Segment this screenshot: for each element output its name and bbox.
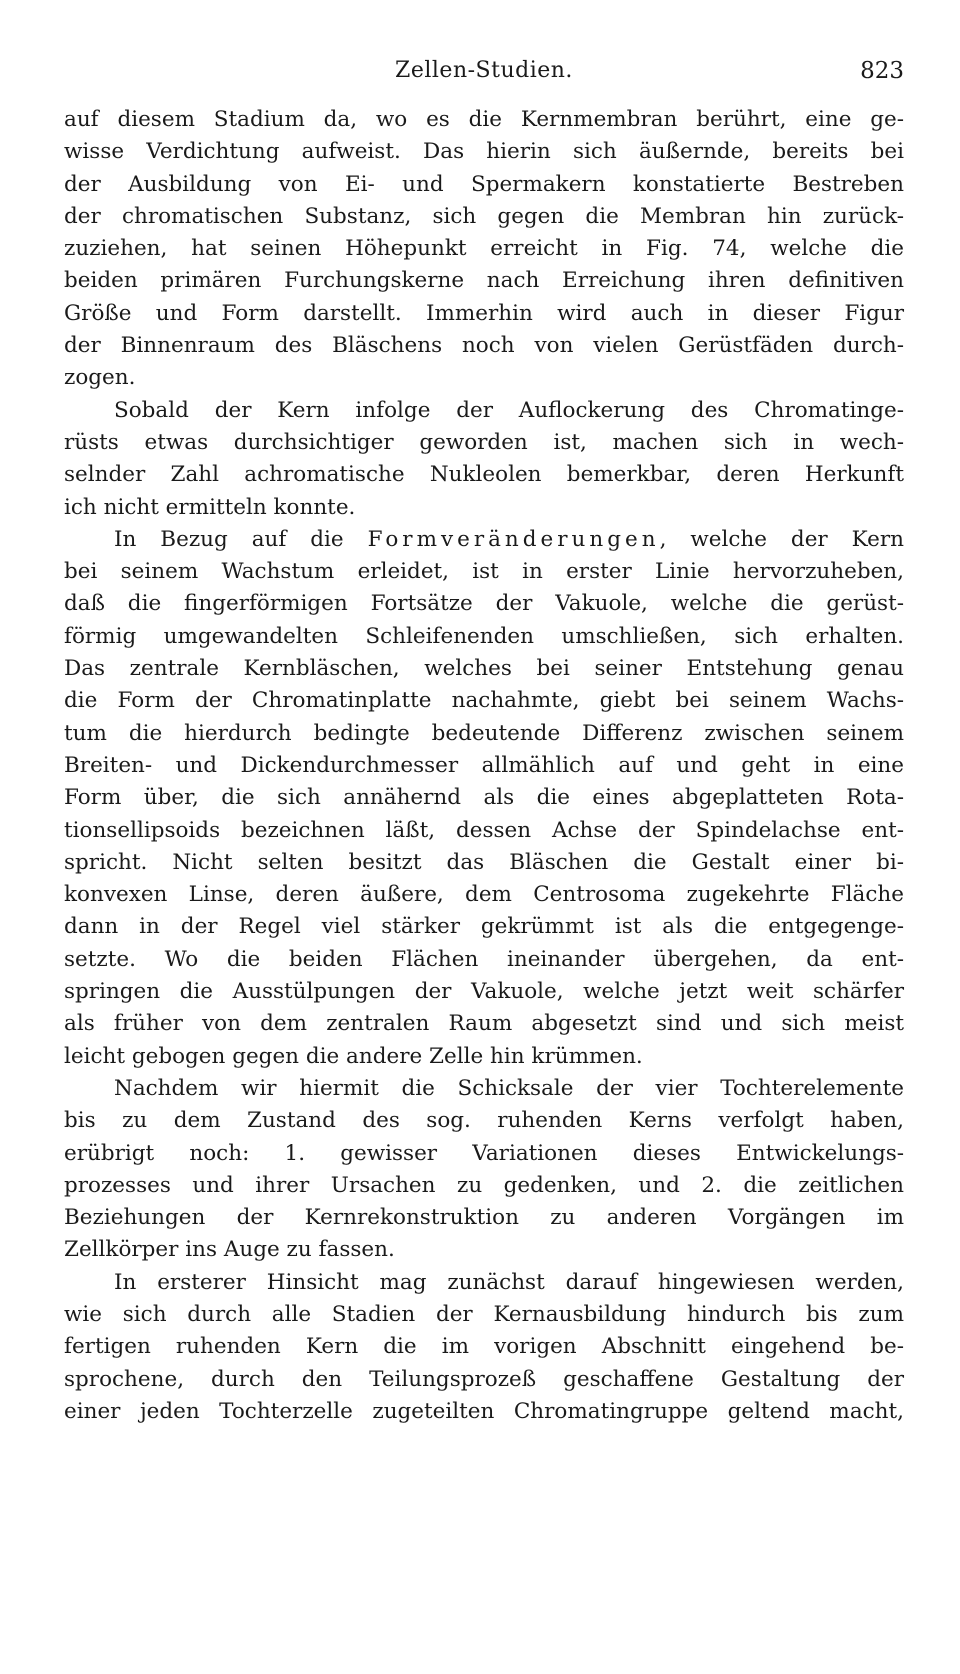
running-head [64, 58, 904, 94]
text-line: der chromatischen Substanz, sich gegen die Membran hin zurück- [64, 203, 904, 229]
text-line: bei seinem Wachstum erleidet, ist in erster Linie hervorzuheben, [64, 559, 904, 585]
running-title: Zellen-Studien. [395, 58, 573, 83]
text-line: beiden primären Furchungskerne nach Erreichung ihren definitiven [64, 268, 904, 294]
text-line: setzte. Wo die beiden Flächen ineinander übergehen, da ent- [64, 946, 904, 972]
paragraph-2 [64, 395, 904, 524]
text-line: leicht gebogen gegen die andere Zelle hin krümmen. [64, 1043, 643, 1069]
spaced-emphasis: Formveränderungen [367, 526, 660, 552]
text-line: auf diesem Stadium da, wo es die Kernmembran berührt, eine ge- [64, 107, 904, 132]
text-line: Zellkörper ins Auge zu fassen. [64, 1237, 395, 1263]
text-segment: In Bezug auf die [114, 526, 344, 552]
text-line: ich nicht ermitteln konnte. [64, 494, 356, 520]
text-line: konvexen Linse, deren äußere, dem Centrosoma zugekehrte Fläche [64, 882, 904, 908]
text-line: wie sich durch alle Stadien der Kernausbildung hindurch bis zum [64, 1301, 904, 1327]
paragraph-3 [64, 524, 904, 1073]
body-text [64, 104, 904, 1428]
page-number: 823 [860, 58, 904, 84]
book-page [64, 58, 904, 1428]
text-line: der Ausbildung von Ei- und Spermakern konstatierte Bestreben [64, 171, 904, 197]
text-line: tionsellipsoids bezeichnen läßt, dessen Achse der Spindelachse ent- [64, 817, 904, 843]
text-line: zogen. [64, 365, 136, 391]
text-line: bis zu dem Zustand des sog. ruhenden Kerns verfolgt haben, [64, 1108, 904, 1134]
text-line: die Form der Chromatinplatte nachahmte, giebt bei seinem Wachs- [64, 688, 904, 714]
text-line: förmig umgewandelten Schleifenenden umschließen, sich erhalten. [64, 623, 904, 649]
text-line: rüsts etwas durchsichtiger geworden ist, machen sich in wech- [64, 429, 904, 455]
text-line: zuziehen, hat seinen Höhepunkt erreicht in Fig. 74, welche die [64, 236, 904, 262]
text-line: selnder Zahl achromatische Nukleolen bemerkbar, deren Herkunft [64, 462, 904, 488]
text-line: einer jeden Tochterzelle zugeteilten Chromatingruppe geltend macht, [64, 1398, 904, 1424]
paragraph-5 [64, 1267, 904, 1428]
paragraph-4 [64, 1073, 904, 1267]
text-line: als früher von dem zentralen Raum abgesetzt sind und sich meist [64, 1011, 904, 1037]
text-line: Das zentrale Kernbläschen, welches bei seiner Entstehung genau [64, 656, 904, 682]
text-line: sprochene, durch den Teilungsprozeß geschaffene Gestaltung der [64, 1366, 904, 1392]
text-line: prozesses und ihrer Ursachen zu gedenken, und 2. die zeitlichen [64, 1172, 904, 1198]
paragraph-1 [64, 104, 904, 395]
text-line: wisse Verdichtung aufweist. Das hierin sich äußernde, bereits bei [64, 139, 904, 165]
text-line: Form über, die sich annähernd als die eines abgeplatteten Rota- [64, 785, 904, 811]
text-line: dann in der Regel viel stärker gekrümmt ist als die entgegenge- [64, 914, 904, 940]
text-line: daß die fingerförmigen Fortsätze der Vakuole, welche die gerüst- [64, 591, 904, 617]
text-line: Größe und Form darstellt. Immerhin wird auch in dieser Figur [64, 300, 904, 326]
text-line: fertigen ruhenden Kern die im vorigen Abschnitt eingehend be- [64, 1334, 904, 1360]
text-line: erübrigt noch: 1. gewisser Variationen dieses Entwickelungs- [64, 1140, 904, 1166]
text-line: der Binnenraum des Bläschens noch von vielen Gerüstfäden durch- [64, 333, 904, 359]
text-line: Beziehungen der Kernrekonstruktion zu anderen Vorgängen im [64, 1205, 904, 1231]
text-line: spricht. Nicht selten besitzt das Bläschen die Gestalt einer bi- [64, 849, 904, 875]
text-line: springen die Ausstülpungen der Vakuole, welche jetzt weit schärfer [64, 979, 904, 1005]
text-line: In ersterer Hinsicht mag zunächst darauf hingewiesen werden, [114, 1269, 904, 1295]
text-line: Nachdem wir hiermit die Schicksale der vier Tochterelemente [114, 1075, 904, 1101]
text-segment: , welche der Kern [659, 526, 904, 552]
text-line: tum die hierdurch bedingte bedeutende Differenz zwischen seinem [64, 720, 904, 746]
text-line: Sobald der Kern infolge der Auflockerung des Chromatinge- [114, 397, 904, 423]
text-line: Breiten- und Dickendurchmesser allmählich auf und geht in eine [64, 752, 904, 778]
text-line [64, 524, 904, 556]
